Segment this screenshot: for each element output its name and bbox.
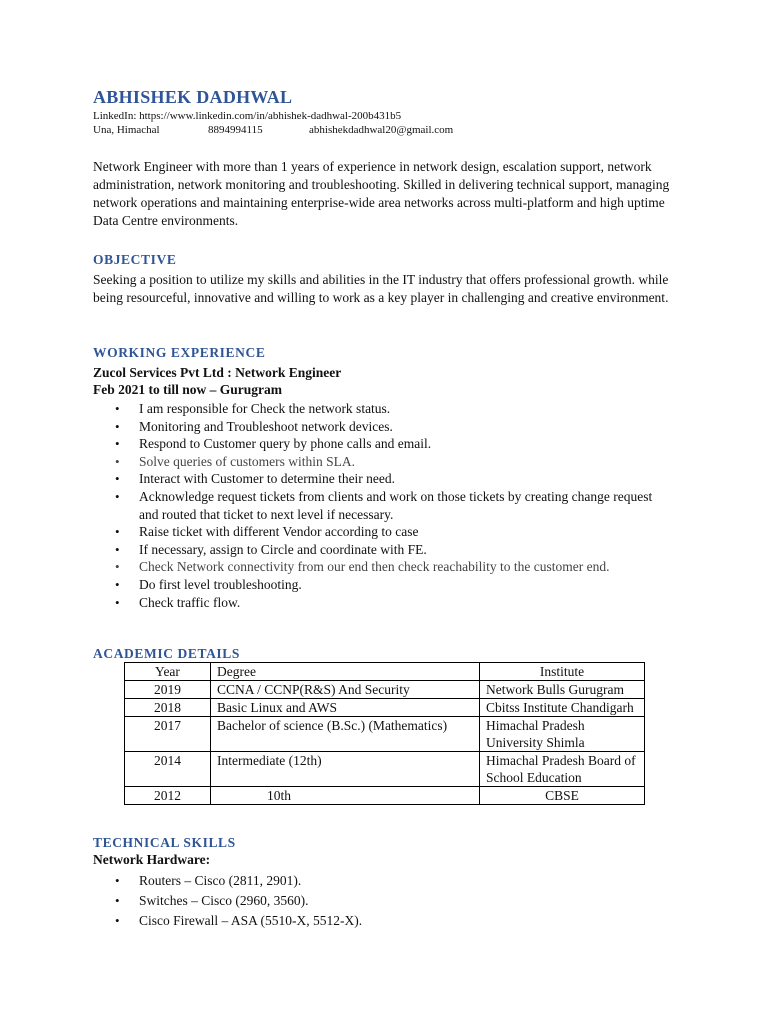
academic-heading: ACADEMIC DETAILS bbox=[93, 646, 240, 661]
column-header: Degree bbox=[211, 663, 480, 681]
column-header: Institute bbox=[480, 663, 645, 681]
skills-heading: TECHNICAL SKILLS bbox=[93, 835, 236, 850]
experience-period: Feb 2021 to till now – Gurugram bbox=[93, 382, 282, 397]
experience-heading: WORKING EXPERIENCE bbox=[93, 345, 266, 360]
list-item: • Routers – Cisco (2811, 2901). bbox=[93, 871, 673, 891]
table-row bbox=[125, 752, 645, 787]
list-item: • Solve queries of customers within SLA. bbox=[93, 453, 673, 471]
table-cell-institute: CBSE bbox=[480, 787, 645, 805]
table-cell-year: 2018 bbox=[125, 699, 211, 717]
table-row bbox=[125, 787, 645, 805]
list-item: • Acknowledge request tickets from clients and work on those tickets by creating change request and routed that ticket to next level if necessary. bbox=[93, 488, 673, 523]
table-cell-year: 2017 bbox=[125, 717, 211, 752]
table-cell-institute: Network Bulls Gurugram bbox=[480, 681, 645, 699]
phone-number: 8894994115 bbox=[208, 124, 263, 136]
list-item: • Interact with Customer to determine their need. bbox=[93, 470, 673, 488]
objective-text: Seeking a position to utilize my skills and abilities in the IT industry that offers professional growth. while being resourceful, innovative and willing to work as a key player in challenging and creative environment. bbox=[93, 272, 669, 305]
contact-line bbox=[93, 124, 454, 136]
location: Una, Himachal bbox=[93, 124, 160, 136]
list-item: • Check Network connectivity from our end then check reachability to the customer end. bbox=[93, 558, 673, 576]
company-title: Zucol Services Pvt Ltd : Network Engineer bbox=[93, 365, 342, 380]
table-cell-degree: Bachelor of science (B.Sc.) (Mathematics) bbox=[211, 717, 480, 752]
linkedin-line: LinkedIn: https://www.linkedin.com/in/abhishek-dadhwal-200b431b5 bbox=[93, 110, 402, 122]
table-cell-institute: Himachal Pradesh Board of School Education bbox=[480, 752, 645, 787]
table-row bbox=[125, 699, 645, 717]
list-item: • I am responsible for Check the network status. bbox=[93, 400, 673, 418]
table-cell-institute: Cbitss Institute Chandigarh bbox=[480, 699, 645, 717]
list-item: • Do first level troubleshooting. bbox=[93, 576, 673, 594]
table-cell-degree: 10th bbox=[211, 787, 480, 805]
list-item: • Monitoring and Troubleshoot network devices. bbox=[93, 418, 673, 436]
experience-list bbox=[93, 400, 673, 611]
table-cell-year: 2012 bbox=[125, 787, 211, 805]
skills-subheading: Network Hardware: bbox=[93, 852, 211, 867]
list-item: • Switches – Cisco (2960, 3560). bbox=[93, 891, 673, 911]
table-cell-degree: Intermediate (12th) bbox=[211, 752, 480, 787]
table-cell-degree: CCNA / CCNP(R&S) And Security bbox=[211, 681, 480, 699]
table-row bbox=[125, 717, 645, 752]
list-item: • Cisco Firewall – ASA (5510-X, 5512-X). bbox=[93, 911, 673, 931]
table-cell-degree: Basic Linux and AWS bbox=[211, 699, 480, 717]
table-cell-institute: Himachal Pradesh University Shimla bbox=[480, 717, 645, 752]
list-item: • Raise ticket with different Vendor according to case bbox=[93, 523, 673, 541]
summary-paragraph: Network Engineer with more than 1 years of experience in network design, escalation support, network administration, network monitoring and troubleshooting. Skilled in delivering technical support, managing network operations and maintaining enterprise-wide area networks across multi-platform and high uptime Data Centre environments. bbox=[93, 159, 670, 228]
table-header-row bbox=[125, 663, 645, 681]
table-cell-year: 2019 bbox=[125, 681, 211, 699]
table-row bbox=[125, 681, 645, 699]
skills-list bbox=[93, 871, 673, 931]
table-cell-year: 2014 bbox=[125, 752, 211, 787]
list-item: • Check traffic flow. bbox=[93, 594, 673, 612]
objective-heading: OBJECTIVE bbox=[93, 252, 177, 267]
email-address: abhishekdadhwal20@gmail.com bbox=[309, 124, 454, 136]
list-item: • Respond to Customer query by phone calls and email. bbox=[93, 435, 673, 453]
list-item: • If necessary, assign to Circle and coordinate with FE. bbox=[93, 541, 673, 559]
candidate-name: ABHISHEK DADHWAL bbox=[93, 87, 293, 107]
academic-table bbox=[124, 662, 645, 805]
column-header: Year bbox=[125, 663, 211, 681]
